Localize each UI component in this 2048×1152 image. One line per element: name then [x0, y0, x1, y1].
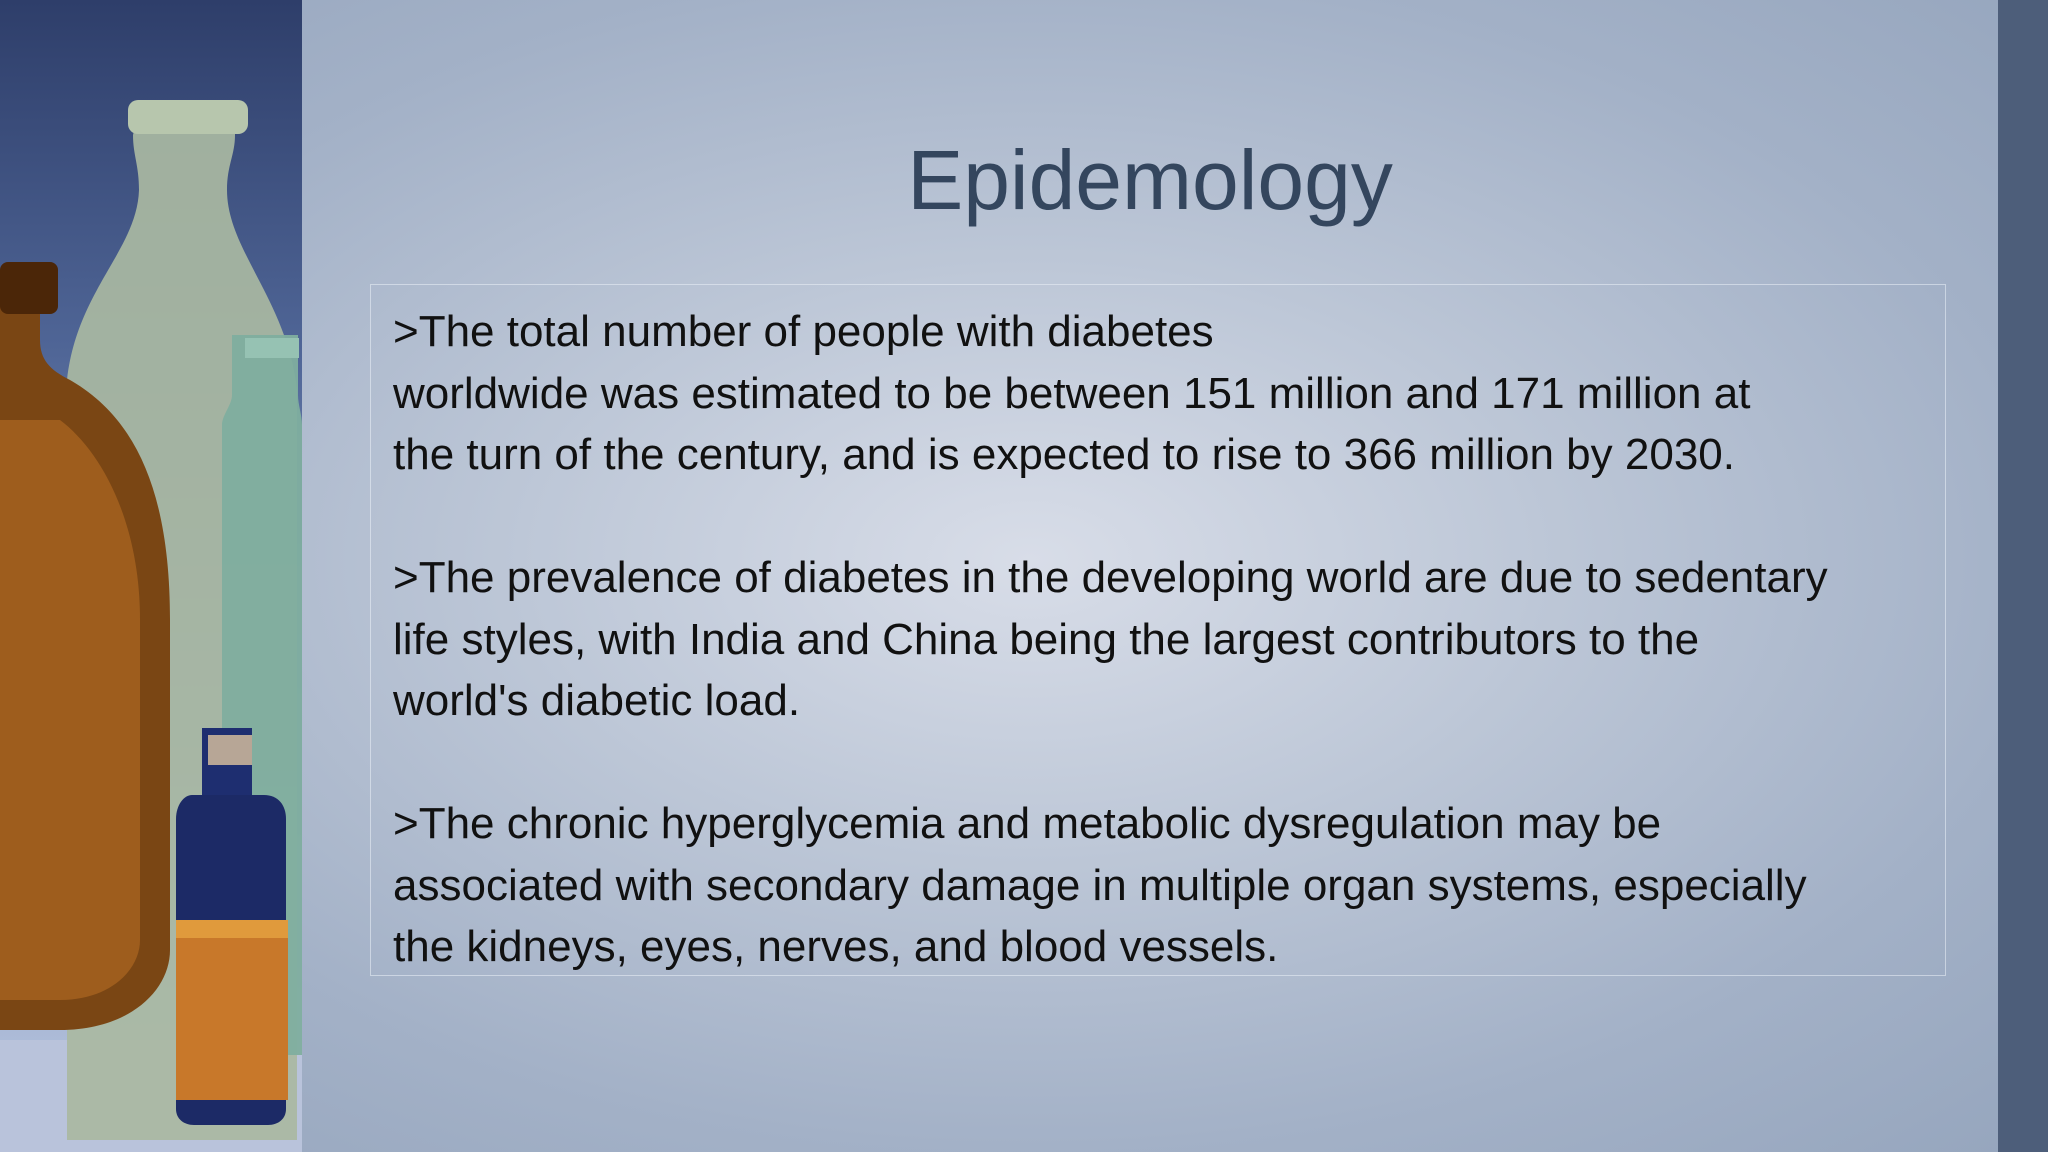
teal-bottle-cap [245, 338, 299, 358]
paragraph-prevalence [393, 547, 1923, 732]
paragraph-line: >The chronic hyperglycemia and metabolic dysregulation may be [393, 799, 1662, 848]
paragraph-line: associated with secondary damage in multiple organ systems, especially [393, 860, 1807, 910]
paragraph-line: the kidneys, eyes, nerves, and blood vessels. [393, 922, 1279, 971]
bottles-illustration [0, 0, 302, 1152]
blue-bottle-label [176, 920, 288, 1100]
paragraph-line: life styles, with India and China being the largest contributors to the [393, 614, 1700, 664]
paragraph-line: >The prevalence of diabetes in the developing world are due to sedentary [393, 553, 1828, 602]
right-accent-bar [1998, 0, 2048, 1152]
amber-bottle-stopper [0, 262, 58, 314]
pale-bottle-lip [128, 100, 248, 134]
content-text-box[interactable] [370, 284, 1946, 976]
medicine-bottles-photo [0, 0, 302, 1152]
paragraph-total-diabetes [393, 301, 1923, 486]
paragraph-line: the turn of the century, and is expected to rise to 366 million by 2030. [393, 430, 1735, 479]
paragraph-line: world's diabetic load. [393, 676, 801, 725]
blue-bottle-cork [208, 735, 252, 765]
paragraph-line: worldwide was estimated to be between 151 million and 171 million at [393, 368, 1751, 418]
amber-bottle-highlight [0, 420, 140, 1000]
slide-title: Epidemology [907, 133, 1393, 227]
label-stripe [176, 920, 288, 938]
paragraph-complications [393, 793, 1923, 978]
paragraph-line: >The total number of people with diabetes [393, 307, 1214, 356]
